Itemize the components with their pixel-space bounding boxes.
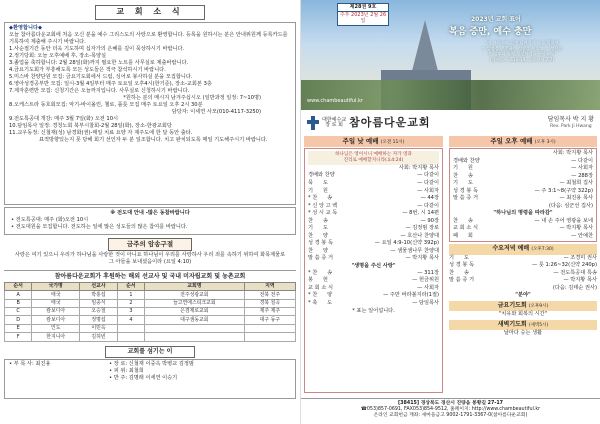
mission-header-row (5, 282, 296, 291)
morning-service-title (304, 136, 443, 147)
right-page (300, 0, 600, 424)
order-row (453, 233, 593, 241)
morning-order-list-2 (308, 270, 439, 308)
friday-prayer-title (449, 301, 597, 311)
welcome-text: 오늘 참아름다운교회에 처음 오신 분을 예수 그리스도의 사랑으로 환영합니다. 등록을 원하시는 분은 안내위원께 등록카드를 기록하여 제출해 주시기 바랍니다. (9, 31, 288, 45)
order-person: — 주 3:1~8(구약 322p) (534, 187, 593, 194)
table-cell: 경북 칠곡 (244, 299, 295, 307)
order-row (308, 203, 439, 211)
evangelism-line: • 전도특공대: 매주 (화)오전 10시 (11, 216, 89, 223)
order-person: — 사회자 (417, 187, 439, 194)
order-row (308, 195, 439, 203)
order-person: — 다같이 (417, 172, 439, 179)
news-item-5: 5.미스바 찬양단원 모집: 금요기도회에서 드럼, 싱어로 봉사하실 분을 모집합니다. (9, 73, 193, 80)
order-item: 찬 송 (308, 217, 328, 224)
issue-volume: 제28권 9호 (349, 4, 377, 10)
order-person: — 호산나 찬양대 (400, 232, 439, 239)
morning-sermon-title: "생명을 주신 사랑" (351, 262, 396, 269)
order-person: — 다같이 (417, 202, 439, 209)
pastor-name-en: Rev. Park Ji Hwang (550, 124, 592, 130)
table-cell: 대구 동구 (244, 316, 295, 324)
services-section (301, 136, 600, 398)
table-cell: 박홍섭 (80, 291, 118, 299)
table-cell (117, 324, 144, 332)
table-cell: A (5, 291, 32, 299)
table-cell: 2 (117, 299, 144, 307)
order-person: — 헌금위원 (412, 277, 439, 284)
order-person: — 주만 바라볼지라(1절) (383, 292, 439, 299)
afternoon-time: (오후 3시) (534, 140, 556, 145)
order-person: — 안예찬 (571, 232, 593, 239)
servant-line: • 장 로: 신철재 이중옥 박병교 김정범 (109, 360, 194, 367)
table-cell: 인도 (32, 324, 80, 332)
church-steeple-illustration (411, 20, 439, 75)
issue-date: 주후 2023년 2월 26일 (339, 11, 387, 24)
table-cell: 4 (117, 316, 144, 324)
table-cell: 김허빈 (80, 333, 118, 341)
order-person: — 박지황 목사 (405, 255, 439, 262)
table-cell: 태국 (32, 299, 80, 307)
servant-line: • 부 목 사: 최진용 (9, 360, 51, 367)
website-url: www.chambeautiful.kr (307, 98, 363, 104)
order-item: 성 경 봉 독 (453, 187, 478, 194)
table-cell: 전주성광교회 (145, 291, 245, 299)
order-person: — 룻 1:26~32(신약 240p) (531, 262, 597, 269)
order-row (308, 172, 439, 180)
news-box (4, 22, 296, 205)
order-item: 기 도 (308, 225, 328, 232)
evangelism-line: • 전도대원을 모집합니다. 전도하는 일에 많은 성도들의 많은 참여를 바랍니다. (11, 223, 188, 230)
news-item-2: 2.정기당회: 오늘 오후예배 후, 장소-목양실 (9, 52, 106, 59)
table-row (5, 299, 296, 307)
order-item: 기 도 (453, 180, 473, 187)
order-row (453, 225, 593, 233)
morning-order-box (304, 148, 443, 393)
order-row (308, 225, 439, 233)
table-cell: 태국 (32, 291, 80, 299)
news-item-4: 4.금요기도회가 부흥해도록 모든 성도들은 적극 참석하시기 바랍니다. (9, 66, 166, 73)
order-item: 교 회 소 식 (308, 284, 333, 291)
mission-header: 순서 (117, 282, 144, 291)
order-person: — 내 손 주어 영광을 보네 (534, 217, 593, 224)
dawn-title-text: 새벽기도회 (497, 320, 527, 328)
order-item: 묵 도 (308, 179, 328, 186)
table-row (5, 316, 296, 324)
order-row (449, 255, 597, 263)
morning-time: (오전 11시) (380, 140, 405, 145)
table-cell (244, 333, 295, 341)
order-row (453, 195, 593, 203)
denomination (322, 118, 346, 129)
order-person: — 최진용 목사 (559, 195, 593, 202)
table-cell: 1 (117, 291, 144, 299)
table-cell: 캄보디아 (32, 308, 80, 316)
order-person: — 다같이 (417, 179, 439, 186)
order-item: * 신 앙 고 백 (308, 202, 338, 209)
order-row (449, 270, 597, 278)
order-item: 찬 양 (308, 232, 328, 239)
order-item: 찬 송 (449, 269, 469, 276)
order-person: — 최철희 집사 (559, 180, 593, 187)
order-person: — 44장 (420, 195, 439, 202)
table-cell: 제주 제주 (244, 308, 295, 316)
trees-illustration (301, 80, 600, 110)
order-row (308, 210, 439, 218)
order-row (308, 300, 439, 308)
order-row (308, 292, 439, 300)
order-person: — 박지황 목사 (559, 225, 593, 232)
order-item: 경배와 찬양 (453, 157, 480, 164)
order-person: — 288장 (571, 172, 593, 179)
order-row (449, 277, 597, 285)
table-cell: D (5, 316, 32, 324)
news-item-7-sub: *원하는 분의 메시지 남겨주십시오 (일반과정 일정: 7~10명) (123, 94, 261, 101)
order-row (308, 188, 439, 196)
order-item: 찬 양 (308, 247, 328, 254)
order-item: 말 씀 증 거 (453, 195, 478, 202)
order-person: — 샘물샘나무 찬양대 (390, 247, 439, 254)
news-item-11-sub: 표적방향있는지 못 당해 회기 선인자 두 분 일조합니다. 치고 완치되도록 매일 기도해주시기 바랍니다. (39, 137, 268, 144)
servants-box (4, 359, 296, 399)
table-cell: 정명섭 (80, 316, 118, 324)
cross-logo-icon (307, 116, 319, 130)
afternoon-sermon-title: "하나님의 명령을 따라감" (493, 210, 553, 217)
afternoon-title-text: 주일 오후 예배 (490, 137, 533, 145)
wednesday-time: (오후7:30) (531, 247, 554, 253)
morning-order-list (308, 172, 439, 262)
order-item: 말 씀 증 거 (449, 277, 474, 284)
afternoon-service-title (449, 136, 597, 147)
friday-prayer-text: "치유와 회복의 시간" (498, 310, 548, 317)
table-cell: 임종식 (80, 299, 118, 307)
servant-line: • 반 주: 김명래 이세연 이승기 (109, 374, 178, 381)
table-row (5, 308, 296, 316)
news-item-9: 9.전도특공대 개강: 매주 3월 7일(화) 오전 10시 (9, 116, 119, 122)
order-item: * 성 시 교 독 (308, 210, 338, 217)
order-item: 찬 송 (453, 172, 473, 179)
order-person: — 311장 (417, 269, 439, 276)
church-address: [38415] 경상북도 경산시 진량읍 봉황길 27-17 (397, 401, 503, 406)
order-person: — 박지황 목사 (563, 277, 597, 284)
mission-header: 순서 (5, 282, 32, 291)
wednesday-sermon-title: "분야" (515, 291, 531, 298)
denomination-line: 대한예수교 (322, 116, 347, 123)
order-row (308, 180, 439, 188)
order-row (449, 262, 597, 270)
order-item: 기 원 (308, 187, 328, 194)
table-cell: 전북 전주 (244, 291, 295, 299)
order-row (308, 240, 439, 248)
wednesday-title-text: 수요저녁 예배 (492, 245, 530, 253)
wednesday-pray-sub: (다음: 김태순 권사) (552, 284, 597, 291)
mission-header: 교회명 (145, 282, 245, 291)
memory-verse-title: 금주의 암송구절 (108, 238, 192, 251)
mission-header: 선교사 (80, 282, 118, 291)
order-row (453, 180, 593, 188)
standing-note: * 표는 일어섭니다. (352, 307, 395, 314)
table-cell: 한지니아 (32, 333, 80, 341)
denomination-line: 장 로 회 (325, 122, 343, 128)
order-item: 교 회 소 식 (453, 225, 478, 232)
table-cell: 늘고연애스티크교회 (145, 299, 245, 307)
news-item-8: 8.오케스트라 동호회모집: 악기-바이올린, 첼로, 플룻 모집 매주 토요일 오후 2시 30분 (9, 101, 203, 108)
order-item: * 찬 송 (308, 269, 333, 276)
issue-box (337, 3, 389, 26)
church-header (301, 110, 600, 136)
table-row (5, 324, 296, 332)
order-item: 성 경 봉 독 (308, 240, 333, 247)
servant-line: • 피 위: 최철희 (109, 367, 144, 374)
order-item: * 찬 송 (308, 195, 333, 202)
table-cell: 캄보디아 (32, 316, 80, 324)
table-row (5, 333, 296, 341)
order-person: — 다같이 (571, 157, 593, 164)
order-person: — 조경미 권사 (563, 254, 597, 261)
mission-title: 참아름다운교회가 후원하는 해외 선교사 및 국내 미자립교회 및 농촌교회 (4, 270, 296, 281)
news-item-3: 3.졸업을 축하합니다: 2월 28일(화)까지 필요한 노트를 사무실로 제출바랍니다. (9, 59, 189, 66)
order-person: — 8번, 시 14편 (402, 210, 439, 217)
afternoon-order-list-2 (453, 218, 593, 241)
morning-leader: 사회: 박지황 목사 (398, 165, 439, 172)
order-item: * 축 도 (308, 299, 333, 306)
church-contact: ☎053)857-0691, FAX053)854-9512, 홈페이지: http://www.chambeautiful.kr (360, 407, 541, 413)
year-theme-label: 2023년 교회 표어 (471, 16, 521, 23)
table-cell (117, 333, 144, 341)
evangelism-heading: ※ 전도대 안내 -많은 동참바랍니다 (110, 209, 190, 216)
evangelism-box (4, 207, 296, 235)
friday-time: (오후9시) (528, 303, 549, 309)
cover-image (301, 0, 600, 110)
year-theme: 복음 중만, 예수 충만 (449, 27, 532, 37)
order-item: * 찬 양 (308, 292, 333, 299)
order-person: — 사회자 (571, 165, 593, 172)
order-item: 말 씀 증 거 (308, 255, 333, 262)
dawn-prayer-text: 날마다 승는 생활 (503, 329, 543, 336)
servants-title: 교회를 섬기는 이 (105, 346, 195, 358)
table-cell: 이민옥 (80, 324, 118, 332)
afternoon-leader: 사회: 박지황 목사 (552, 150, 593, 157)
table-cell: B (5, 299, 32, 307)
order-item: 봉 헌 (308, 277, 328, 284)
morning-service (304, 136, 446, 398)
theme-verse: "이 그리스도 앞에 나아가서 그를 위하여 그 말씀을 순종하는 성장을 이루고 그 정신을 온 성도와 함께 성장하기를 구하노라" (에베소서 3:18-19, 골로새서 2:7) (481, 40, 563, 63)
order-row (308, 255, 439, 263)
church-name: 참아름다운교회 (349, 115, 431, 129)
offering-account: 온라인 교회헌금 계좌: 새마을금고 9002-1791-3367-0(참아름다운교회) (373, 413, 528, 419)
news-item-11: 11.교우동정: 신철재(성) 남경화(권)-매일 치료 요양 자 제주도에 한 달 동안 출타. (9, 130, 193, 137)
footer (301, 398, 600, 422)
afternoon-order-list (453, 158, 593, 203)
order-person: — 사회자 (417, 284, 439, 291)
afternoon-service (446, 136, 597, 398)
table-cell: 은겸제로교회 (145, 308, 245, 316)
table-cell (145, 324, 245, 332)
friday-title-text: 금요기도회 (497, 301, 527, 309)
news-item-6: 6.영아성경공부반 모집: 일시-3월 4일부터 매주 토요일 오후4시(한기준), 장소-교회본 3층 (9, 80, 212, 87)
table-cell: C (5, 308, 32, 316)
table-cell: 대구샘동교회 (145, 316, 245, 324)
order-row (453, 165, 593, 173)
order-person: — 전도특공대 특송 (553, 269, 597, 276)
mission-header: 지역 (244, 282, 295, 291)
order-person: — 요일 4:9-10(신약 392p) (374, 240, 439, 247)
order-item: 기 도 (449, 254, 469, 261)
news-title: 교 회 소 식 (95, 5, 205, 20)
table-row (5, 291, 296, 299)
table-cell: 오승철 (80, 308, 118, 316)
morning-title-text: 주일 낮 예배 (342, 137, 379, 145)
news-item-8-sub: 담당자: 이세연 사모(010-4117-3250) (171, 108, 261, 115)
dawn-prayer-title (449, 320, 597, 330)
mission-table (4, 282, 296, 342)
afternoon-pray-sub: (다음: 심군선 집사) (548, 202, 593, 209)
order-item: 성 경 봉 독 (449, 262, 474, 269)
order-row (453, 158, 593, 166)
table-cell (244, 324, 295, 332)
wednesday-order-list (449, 255, 597, 285)
table-cell: E (5, 324, 32, 332)
order-person: — 김정범 장로 (405, 225, 439, 232)
pastor-info (548, 116, 594, 130)
order-item: 기 원 (453, 165, 473, 172)
memory-verse-text: 사랑은 여기 있으니 우리가 하나님을 사랑한 것이 아니요 하나님이 우리를 사랑하사 우리 죄를 속하기 위하여 화목제물로 그 아들을 보내셨음이라 (요일 4:10) (14, 251, 286, 265)
table-cell: 3 (117, 308, 144, 316)
order-row (308, 277, 439, 285)
table-cell: F (5, 333, 32, 341)
morning-intro-verse: 하나님은 영이시니 예배하는 자가 영과 진리로 예배할지니라(요4:24) (308, 151, 439, 165)
pastor-name: 담임목사 박 지 황 (547, 115, 594, 123)
welcome-heading: ◆환영합니다◆ (9, 24, 43, 31)
afternoon-order-box (449, 148, 597, 242)
news-item-10: 10.담임목사 일정: 경청노회 북부시찰회-2월 28일(화), 장소-한광교회당 (9, 123, 172, 130)
wednesday-service-title (449, 244, 597, 254)
order-person: — 90장 (420, 217, 439, 224)
news-item-7: 7.제자훈련반 모집: 신청기간은 오늘까지입니다. 사무실로 신청하시기 바랍니다. (9, 87, 190, 94)
news-item-1: 1.사순절기간 동안 더욱 기도하며 십자가의 은혜를 깊이 묵상하시기 바랍니다. (9, 45, 185, 52)
table-cell (145, 333, 245, 341)
order-item: 폐 회 (453, 232, 473, 239)
mission-header: 국가명 (32, 282, 80, 291)
order-item: 경배와 찬양 (308, 172, 335, 179)
dawn-time: (새벽5시) (528, 322, 549, 328)
order-person: — 담임목사 (412, 299, 439, 306)
order-item: 찬 송 (453, 217, 473, 224)
